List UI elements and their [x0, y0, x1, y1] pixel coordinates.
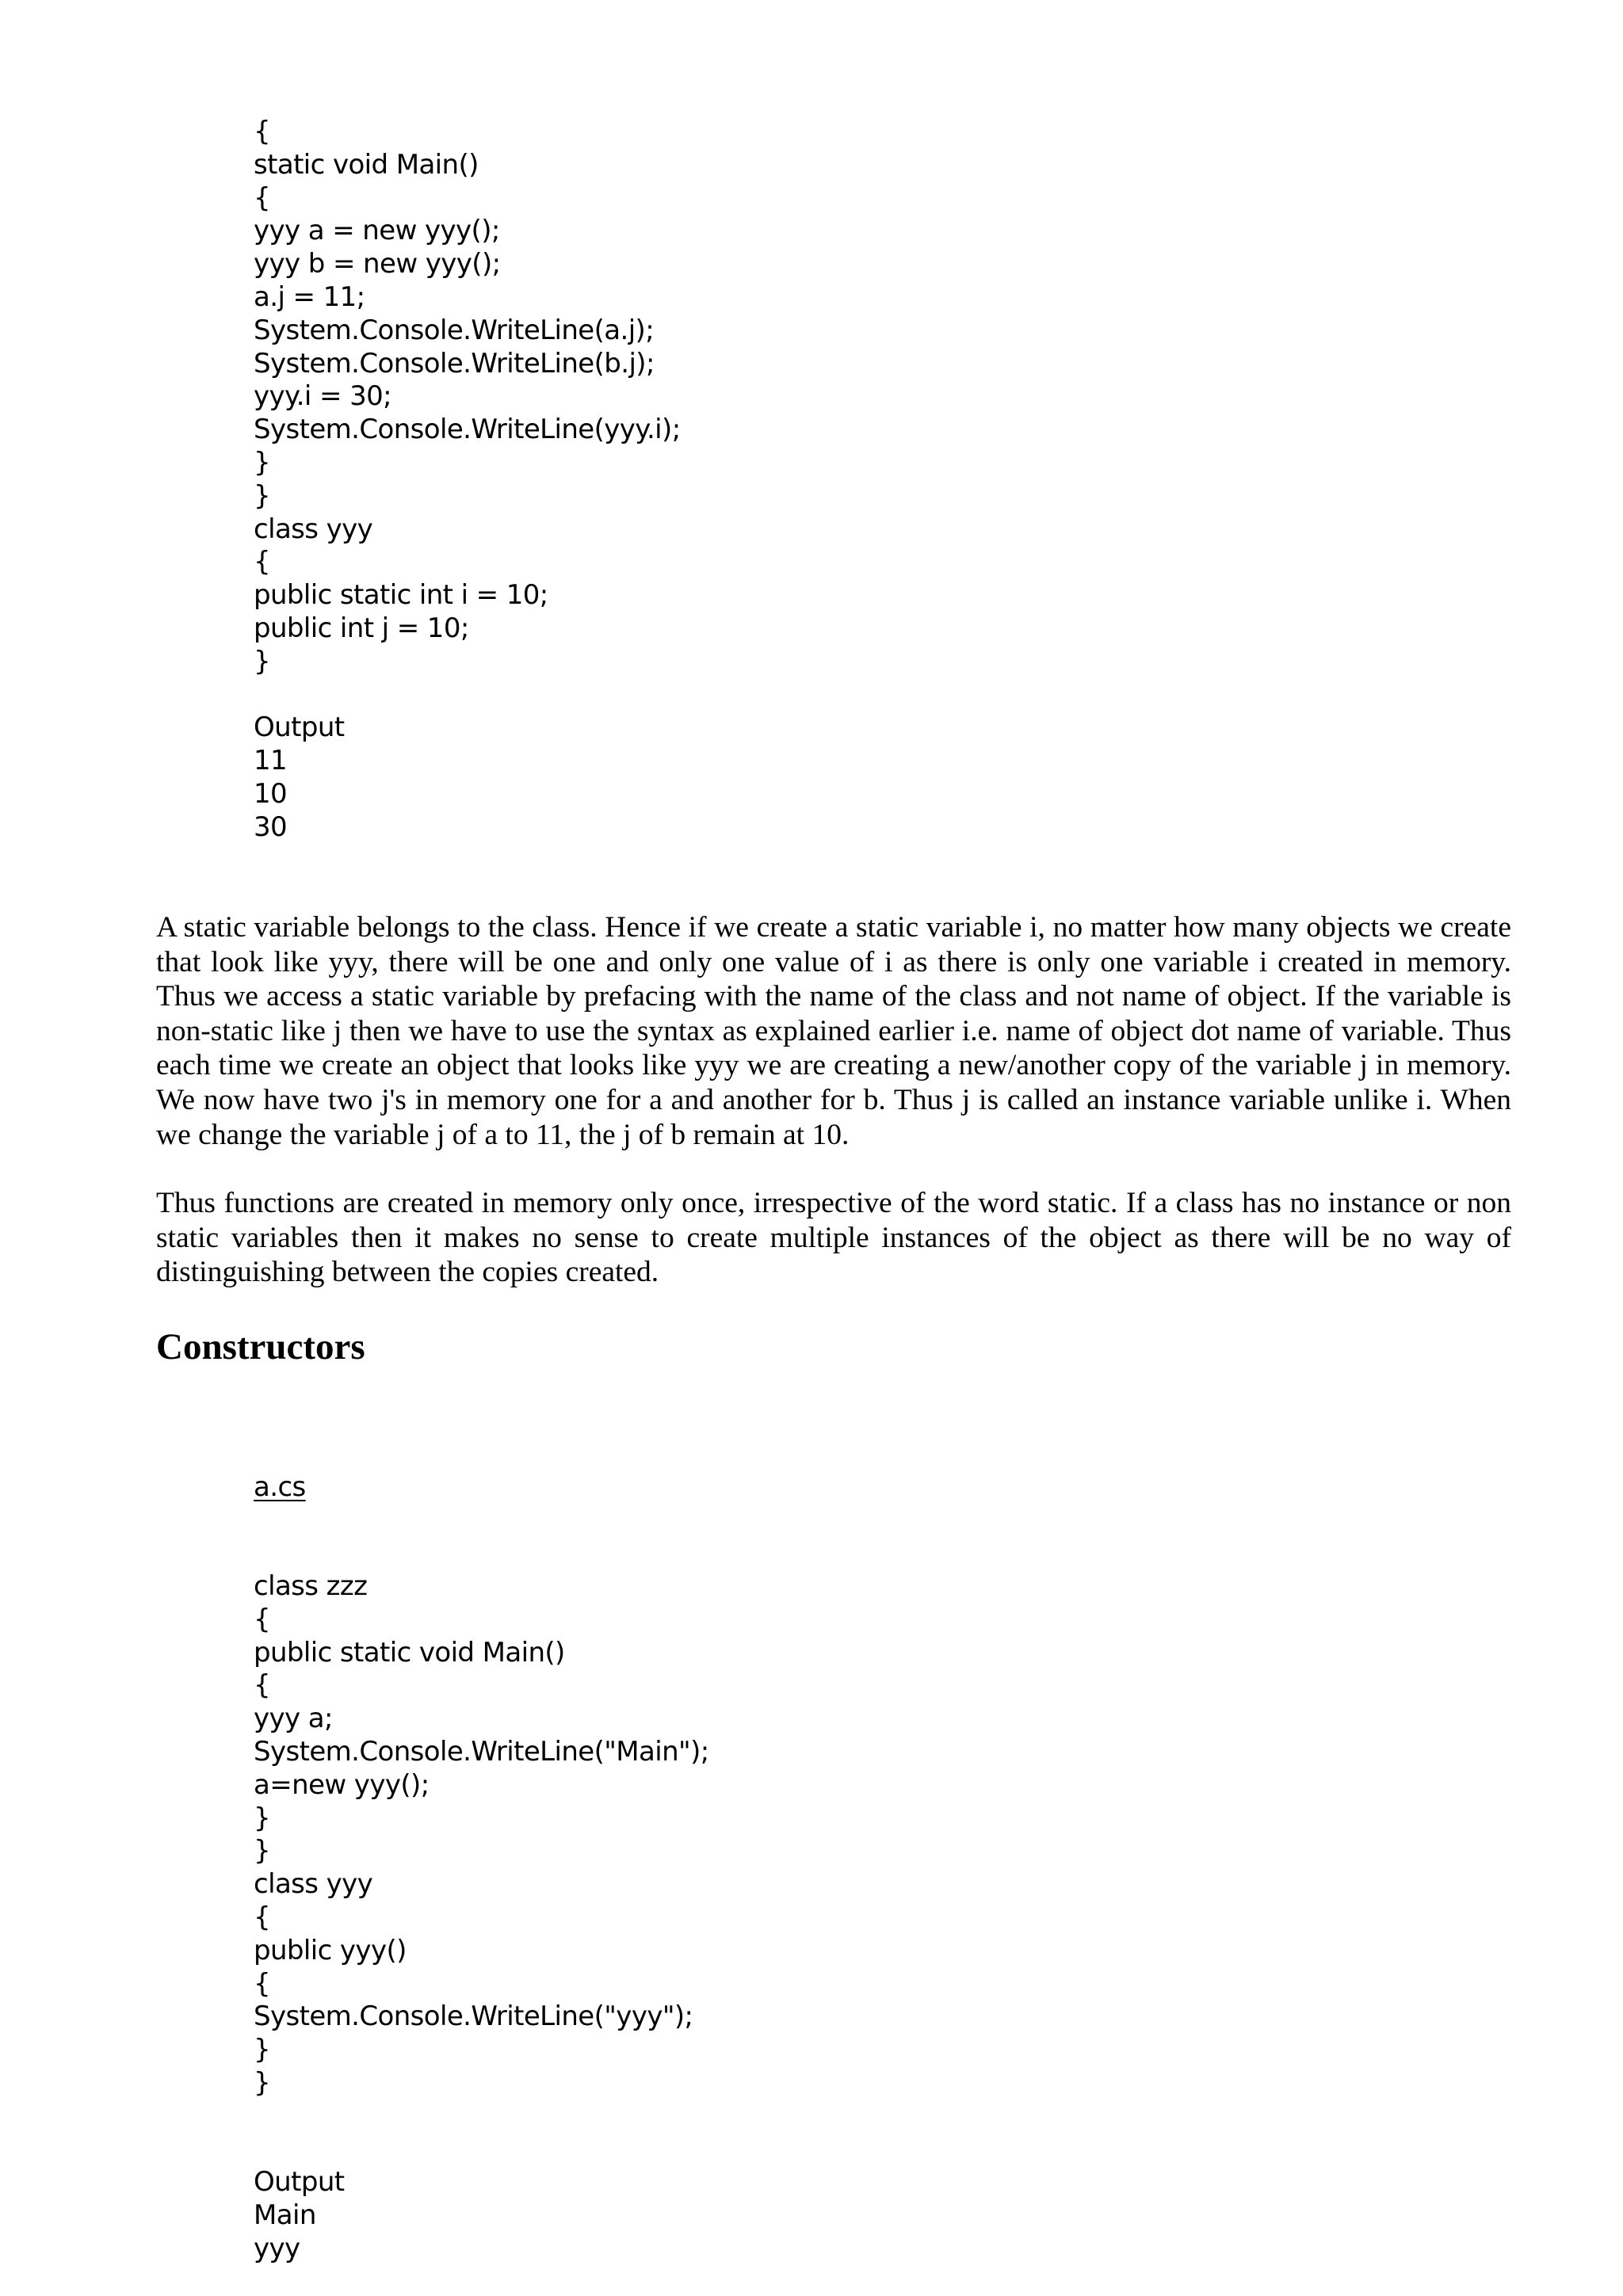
code-line: public static int i = 10;: [254, 579, 548, 612]
code-line: {: [254, 116, 271, 147]
code-line: }: [254, 1835, 271, 1867]
code-line: {: [254, 1967, 271, 2000]
code-line: public yyy(): [254, 1934, 407, 1966]
paragraph-functions-memory: Thus functions are created in memory only once, irrespective of the word static. If a class has no instance or non static variables then it makes no sense to create multiple instances of the object as there will be no way of distinguishing between the copies created.: [156, 1187, 1511, 1289]
code-line: System.Console.WriteLine("yyy");: [254, 2000, 693, 2033]
paragraph-static-variables: A static variable belongs to the class. Hence if we create a static variable i, no matter how many objects we create that look like yyy, there will be one and only one value of i as there is only one variable i created in memory. Thus we access a static variable by prefacing with the name of the class and not name of object. If the variable is non-static like j then we have to use the syntax as explained earlier i.e. name of object dot name of variable. Thus each time we create an object that looks like yyy we are creating a new/another copy of the variable j in memory. We now have two j's in memory one for a and another for b. Thus j is called an instance variable unlike i. When we change the variable j of a to 11, the j of b remain at 10.: [156, 911, 1511, 1151]
code-block-static-example: [254, 116, 681, 845]
code-line: yyy: [254, 2232, 300, 2264]
code-line: System.Console.WriteLine(b.j);: [254, 347, 655, 379]
code-line: 10: [254, 777, 288, 810]
code-line: }: [254, 2066, 271, 2099]
code-line: System.Console.WriteLine(yyy.i);: [254, 414, 681, 446]
code-line: {: [254, 546, 271, 578]
code-line: }: [254, 2034, 271, 2066]
code-line: {: [254, 1901, 271, 1933]
code-line: a=new yyy();: [254, 1768, 430, 1801]
code-line: yyy b = new yyy();: [254, 248, 501, 280]
code-line: static void Main(): [254, 148, 479, 181]
code-line: public int j = 10;: [254, 612, 469, 644]
code-line: Output: [254, 711, 345, 744]
code-line: yyy a = new yyy();: [254, 215, 500, 247]
code-line: 11: [254, 745, 288, 777]
code-line: [254, 2100, 709, 2134]
code-line: yyy.i = 30;: [254, 380, 391, 413]
code-line: System.Console.WriteLine(a.j);: [254, 314, 655, 346]
code-line: {: [254, 1603, 271, 1635]
code-line: [254, 2134, 709, 2167]
code-line: System.Console.WriteLine("Main");: [254, 1735, 709, 1768]
code-line: {: [254, 181, 271, 214]
code-line: {: [254, 1669, 271, 1702]
code-line: public static void Main(): [254, 1636, 565, 1669]
code-line: }: [254, 446, 271, 479]
code-line: class zzz: [254, 1569, 368, 1602]
code-line: }: [254, 645, 271, 677]
code-line: Main: [254, 2199, 316, 2232]
code-line: Output: [254, 2166, 345, 2199]
code-line: class yyy: [254, 1868, 373, 1901]
code-filename: a.cs: [254, 1470, 306, 1503]
code-block-constructor-example: [254, 1405, 709, 2266]
code-line: 30: [254, 810, 288, 843]
heading-constructors: Constructors: [156, 1326, 365, 1367]
code-line: }: [254, 479, 271, 512]
code-line: a.j = 11;: [254, 280, 365, 313]
code-line: class yyy: [254, 513, 373, 545]
code-line: yyy a;: [254, 1703, 333, 1735]
code-line: [254, 679, 681, 712]
code-line: }: [254, 1802, 271, 1834]
